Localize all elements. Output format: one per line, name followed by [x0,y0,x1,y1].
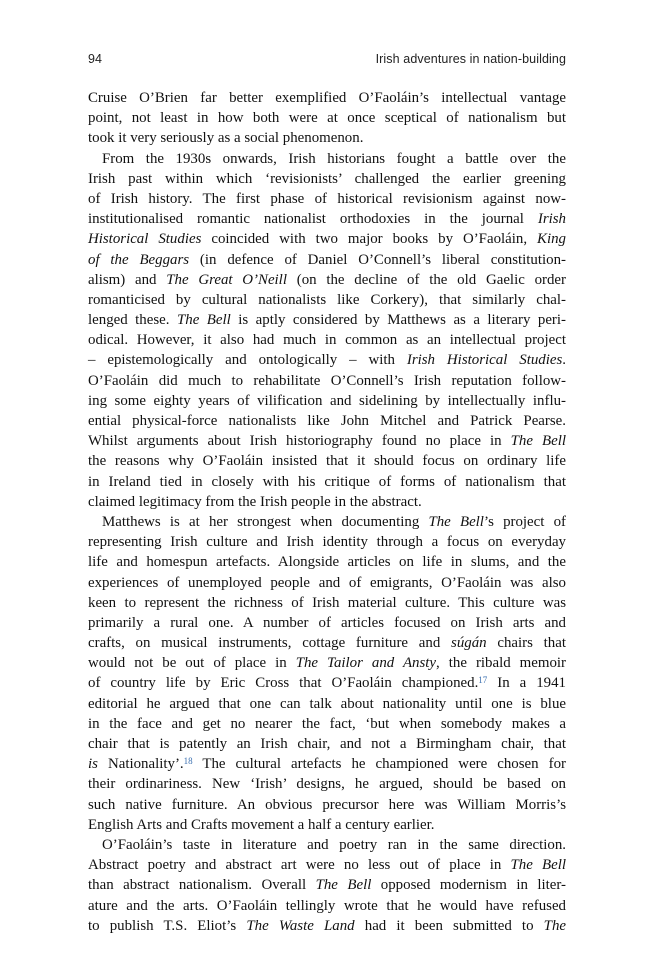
text-line: chair that is patently an Irish chair, and not a Birmingham chair, that [88,736,566,752]
body-text [88,88,566,936]
text-line: Whilst arguments about Irish historiography found no place in The Bell [88,433,566,450]
text-line: than abstract nationalism. Overall The Bell opposed modernism in liter- [88,877,566,894]
text-line: such native furniture. An obvious precursor here was William Morris’s [88,796,566,813]
text-line: keen to represent the richness of Irish material culture. This culture was [88,594,566,611]
text-line: institutionalised romantic nationalist orthodoxies in the journal Irish [88,211,566,228]
text-line: experiences of unemployed people and of emigrants, O’Faoláin was also [88,574,566,591]
text-line: Cruise O’Brien far better exemplified O’Faoláin’s intellectual vantage [88,90,566,106]
text-line: point, not least in how both were at once sceptical of nationalism but [88,110,566,127]
text-line: took it very seriously as a social phenomenon. [88,130,364,147]
text-line: English Arts and Crafts movement a half a century earlier. [88,816,435,833]
text-line: alism) and The Great O’Neill (on the decline of the old Gaelic order [88,271,566,288]
text-line: Matthews is at her strongest when documenting The Bell’s project of [102,513,566,530]
page-number: 94 [88,52,102,66]
text-line: in Ireland tied in closely with his critique of forms of nationalism that [88,473,566,490]
text-line: ature and the arts. O’Faoláin tellingly wrote that he would have refused [88,897,566,914]
text-line: From the 1930s onwards, Irish historians fought a battle over the [102,150,566,167]
text-line: odical. However, it also had much in common as an intellectual project [88,332,566,349]
text-line: Abstract poetry and abstract art were no less out of place in The Bell [88,857,566,874]
text-line: claimed legitimacy from the Irish people in the abstract. [88,493,422,510]
text-line: of country life by Eric Cross that O’Faoláin championed.$^{17}$ In a 1941 [88,675,566,692]
text-line: to publish T.S. Eliot’s The Waste Land had it been submitted to The [88,917,567,934]
text-line: Historical Studies coincided with two major books by O’Faoláin, King [88,231,566,248]
text-line: romanticised by cultural nationalists like Corkery), that similarly chal- [88,291,566,308]
text-line: primarily a rural one. A number of articles focused on Irish arts and [88,614,566,631]
text-line: ential physical-force nationalists like John Mitchel and Patrick Pearse. [88,413,566,429]
text-line: crafts, on musical instruments, cottage furniture and súgán chairs that [88,635,566,652]
text-line: of Irish history. The first phase of historical revisionism against now- [88,190,566,207]
page-header [88,52,566,72]
text-line: Irish past within which ‘revisionists’ challenged the earlier greening [88,170,566,187]
text-line: O’Faoláin’s taste in literature and poetry ran in the same direction. [102,836,566,853]
text-line: O’Faoláin did much to rehabilitate O’Connell’s Irish reputation follow- [88,372,566,389]
text-line: lenged these. The Bell is aptly considered by Matthews as a literary peri- [88,312,566,329]
text-line: life and homespun artefacts. Alongside articles on life in slums, and the [88,554,566,571]
text-line: in the face and get no nearer the fact, ‘but when somebody makes a [88,715,566,732]
text-line: ing some eighty years of vilification and sidelining by intellectually influ- [88,392,566,409]
text-line: the reasons why O’Faoláin insisted that it should focus on ordinary life [88,453,566,470]
text-line: editorial he argued that one can talk about nationality until one is blue [88,695,566,712]
text-line: representing Irish culture and Irish identity through a focus on everyday [88,534,566,551]
text-line: – epistemologically and ontologically – with Irish Historical Studies. [88,352,567,369]
text-line: would not be out of place in The Tailor and Ansty, the ribald memoir [88,655,566,672]
text-line: of the Beggars (in defence of Daniel O’Connell’s liberal constitution- [88,251,566,268]
text-line: is Nationality’.$^{18}$ The cultural artefacts he championed were chosen for [88,756,566,773]
running-head: Irish adventures in nation-building [375,52,566,66]
text-line: their ordinariness. New ‘Irish’ designs, he argued, should be based on [88,776,566,793]
